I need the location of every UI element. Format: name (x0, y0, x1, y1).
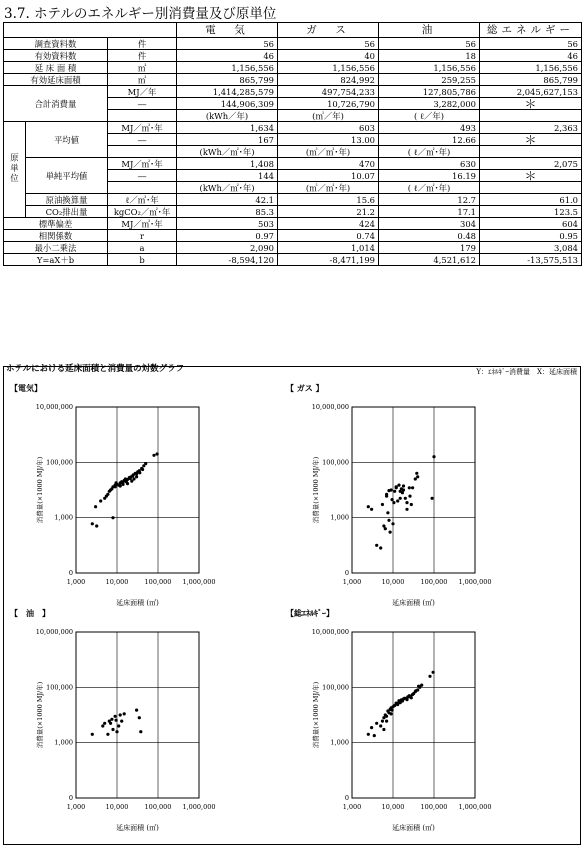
table-row (4, 74, 582, 86)
value-cell: 56 (278, 38, 379, 50)
value-cell: 1,634 (177, 122, 278, 134)
row-label: 有効延床面積 (4, 74, 108, 86)
data-point (405, 508, 408, 511)
data-point (417, 685, 420, 688)
column-header: 電 気 (177, 23, 278, 38)
value-cell: 85.3 (177, 206, 278, 218)
table-row (4, 50, 582, 62)
value-cell: 630 (379, 158, 480, 170)
x-tick-label: 1,000,000 (182, 578, 216, 586)
y-tick-label: 10,000,000 (311, 628, 349, 636)
value-cell: 17.1 (379, 206, 480, 218)
unit-cell: ℓ／㎡･年 (108, 194, 177, 206)
data-point (103, 722, 106, 725)
value-cell: 0.97 (177, 230, 278, 242)
y-tick-label: 1,000 (54, 513, 73, 522)
y-axis-label: 消費量(×1000 MJ/年) (36, 456, 44, 524)
data-point (141, 468, 144, 471)
value-cell: 12.7 (379, 194, 480, 206)
value-cell: 470 (278, 158, 379, 170)
plot-area (76, 632, 199, 798)
data-point (382, 524, 385, 527)
data-point (382, 716, 385, 719)
scatter-chart (284, 618, 549, 838)
unit-cell (108, 110, 177, 122)
value-cell: 1,408 (177, 158, 278, 170)
data-point (367, 505, 370, 508)
scatter-chart (8, 393, 273, 613)
value-cell: 15.6 (278, 194, 379, 206)
value-cell: 10,726,790 (278, 98, 379, 110)
data-point (119, 484, 122, 487)
data-point (391, 522, 394, 525)
data-point (387, 489, 390, 492)
data-point (144, 462, 147, 465)
value-cell: 259,255 (379, 74, 480, 86)
x-axis-label: 延床面積 (㎡) (116, 824, 159, 832)
value-cell: 2,090 (177, 242, 278, 254)
data-point (390, 712, 393, 715)
y-tick-label: 0 (344, 794, 349, 802)
data-point (91, 733, 94, 736)
data-point (138, 471, 141, 474)
data-point (408, 495, 411, 498)
data-point (386, 511, 389, 514)
unit-cell: ― (108, 98, 177, 110)
data-point (415, 472, 418, 475)
group-label (4, 122, 26, 218)
chart-title: 【 ガス 】 (286, 383, 324, 393)
value-cell: -8,594,120 (177, 254, 278, 266)
data-point (379, 546, 382, 549)
value-cell (480, 146, 582, 158)
data-point (397, 699, 400, 702)
value-cell: 2,075 (480, 158, 582, 170)
y-tick-label: 0 (68, 794, 73, 802)
row-label: 平均値 (26, 122, 108, 158)
data-point (99, 499, 102, 502)
value-cell: 1,014 (278, 242, 379, 254)
data-point (370, 726, 373, 729)
data-point (120, 720, 123, 723)
scatter-chart (284, 393, 549, 613)
table-row (4, 206, 582, 218)
data-point (106, 493, 109, 496)
data-point (115, 730, 118, 733)
plot-area (76, 407, 199, 573)
chart-title: 【総ｴﾈﾙｷﾞｰ】 (286, 608, 334, 618)
data-point (130, 480, 133, 483)
value-cell: 1,156,556 (177, 62, 278, 74)
value-cell: 1,156,556 (379, 62, 480, 74)
unit-cell (108, 146, 177, 158)
value-cell: 3,084 (480, 242, 582, 254)
data-point (402, 484, 405, 487)
value-cell: 1,414,285,579 (177, 86, 278, 98)
row-label: 単純平均値 (26, 158, 108, 194)
data-point (152, 454, 155, 457)
y-tick-label: 1,000 (54, 738, 73, 747)
value-cell: 167 (177, 134, 278, 146)
data-point (391, 498, 394, 501)
table-row (4, 254, 582, 266)
y-tick-label: 100,000 (46, 458, 73, 467)
data-point (396, 499, 399, 502)
value-cell: 18 (379, 50, 480, 62)
data-point (381, 503, 384, 506)
table-row (4, 242, 582, 254)
value-cell: (kWh／㎡･年) (177, 146, 278, 158)
row-label: 原油換算量 (26, 194, 108, 206)
value-cell: (㎥／年) (278, 110, 379, 122)
header-blank (4, 23, 177, 38)
y-tick-label: 100,000 (322, 458, 349, 467)
x-tick-label: 10,000 (381, 578, 405, 586)
value-cell: 4,521,612 (379, 254, 480, 266)
row-label: 標準偏差 (4, 218, 108, 230)
table-row (4, 158, 582, 170)
data-point (392, 501, 395, 504)
value-cell: 0.74 (278, 230, 379, 242)
table-row (4, 230, 582, 242)
plot-area (352, 407, 475, 573)
x-axis-label: 延床面積 (㎡) (392, 824, 435, 832)
data-point (409, 695, 412, 698)
value-cell: 46 (480, 50, 582, 62)
unit-cell: ㎡ (108, 74, 177, 86)
y-tick-label: 100,000 (322, 683, 349, 692)
value-cell: 56 (177, 38, 278, 50)
energy-table (3, 22, 582, 266)
unit-cell: MJ／年 (108, 86, 177, 98)
x-tick-label: 1,000 (342, 578, 362, 586)
unit-cell (108, 182, 177, 194)
data-point (408, 486, 411, 489)
y-tick-label: 10,000,000 (35, 628, 73, 636)
data-point (111, 728, 114, 731)
data-point (416, 475, 419, 478)
row-label: CO₂排出量 (26, 206, 108, 218)
data-point (428, 675, 431, 678)
y-tick-label: 1,000 (330, 513, 349, 522)
data-point (399, 497, 402, 500)
row-label: 延 床 面 積 (4, 62, 108, 74)
data-point (420, 684, 423, 687)
row-label: 最小二乗法 (4, 242, 108, 254)
value-cell: 424 (278, 218, 379, 230)
y-tick-label: 0 (68, 569, 73, 577)
data-point (119, 713, 122, 716)
data-point (403, 697, 406, 700)
y-axis-label: 消費量(×1000 MJ/年) (312, 456, 320, 524)
x-tick-label: 1,000 (66, 578, 86, 586)
value-cell: ＊ (480, 134, 582, 146)
data-point (406, 695, 409, 698)
row-label: 調査資料数 (4, 38, 108, 50)
value-cell: ＊ (480, 98, 582, 110)
table-note: Y：ｴﾈﾙｷﾞｰ消費量 X：延床面積 (476, 368, 577, 376)
unit-cell: MJ／㎡･年 (108, 122, 177, 134)
value-cell: 304 (379, 218, 480, 230)
row-label: 合計消費量 (4, 86, 108, 122)
data-point (135, 709, 138, 712)
data-point (393, 490, 396, 493)
value-cell: -8,471,199 (278, 254, 379, 266)
data-point (114, 485, 117, 488)
unit-cell: ㎡ (108, 62, 177, 74)
data-point (375, 722, 378, 725)
x-tick-label: 1,000,000 (458, 578, 492, 586)
y-tick-label: 10,000,000 (311, 403, 349, 411)
x-tick-label: 1,000 (66, 803, 86, 811)
plot-area (352, 632, 475, 798)
data-point (384, 527, 387, 530)
unit-cell: r (108, 230, 177, 242)
data-point (395, 702, 398, 705)
data-point (121, 483, 124, 486)
data-point (431, 497, 434, 500)
unit-cell: kgCO₂／㎡･年 (108, 206, 177, 218)
table-row (4, 38, 582, 50)
data-point (385, 493, 388, 496)
value-cell: (kWh／年) (177, 110, 278, 122)
value-cell: 2,363 (480, 122, 582, 134)
value-cell: 123.5 (480, 206, 582, 218)
data-point (114, 715, 117, 718)
value-cell: 13.00 (278, 134, 379, 146)
value-cell: 824,992 (278, 74, 379, 86)
value-cell: (㎥／㎡･年) (278, 146, 379, 158)
y-tick-label: 10,000,000 (35, 403, 73, 411)
data-point (410, 503, 413, 506)
value-cell: -13,575,513 (480, 254, 582, 266)
y-axis-label: 消費量(×1000 MJ/年) (36, 681, 44, 749)
graph-section-title: ホテルにおける延床面積と消費量の対数グラフ (6, 364, 185, 374)
value-cell: (㎥／㎡･年) (278, 182, 379, 194)
table-header-row (4, 23, 582, 38)
data-point (404, 497, 407, 500)
row-label: 相関係数 (4, 230, 108, 242)
y-tick-label: 1,000 (330, 738, 349, 747)
value-cell: 865,799 (177, 74, 278, 86)
data-point (367, 733, 370, 736)
value-cell: 12.66 (379, 134, 480, 146)
data-point (101, 724, 104, 727)
data-point (405, 501, 408, 504)
x-tick-label: 1,000,000 (458, 803, 492, 811)
y-tick-label: 0 (344, 569, 349, 577)
value-cell: 127,805,786 (379, 86, 480, 98)
value-cell: 3,282,000 (379, 98, 480, 110)
data-point (402, 488, 405, 491)
data-point (381, 720, 384, 723)
value-cell: 503 (177, 218, 278, 230)
table-row (4, 218, 582, 230)
unit-cell: MJ／㎡･年 (108, 218, 177, 230)
value-cell: 493 (379, 122, 480, 134)
value-cell: 497,754,233 (278, 86, 379, 98)
chart-title: 【 油 】 (10, 608, 50, 618)
data-point (111, 516, 114, 519)
value-cell: 144,906,309 (177, 98, 278, 110)
unit-cell: 件 (108, 38, 177, 50)
data-point (94, 505, 97, 508)
value-cell: ( ℓ／㎡･年) (379, 146, 480, 158)
row-label: 有効資料数 (4, 50, 108, 62)
data-point (138, 716, 141, 719)
data-point (414, 477, 417, 480)
x-tick-label: 10,000 (381, 803, 405, 811)
value-cell: 2,045,627,153 (480, 86, 582, 98)
x-tick-label: 1,000 (342, 803, 362, 811)
data-point (399, 490, 402, 493)
data-point (91, 522, 94, 525)
x-tick-label: 100,000 (420, 578, 448, 586)
column-header: 油 (379, 23, 480, 38)
data-point (110, 487, 113, 490)
data-point (432, 671, 435, 674)
group-label-text: 原単位 (9, 152, 20, 185)
row-label: Y=aX＋b (4, 254, 108, 266)
value-cell: 865,799 (480, 74, 582, 86)
unit-cell: a (108, 242, 177, 254)
page-title: 3.7. ホテルのエネルギー別消費量及び原単位 (4, 6, 277, 22)
value-cell: 0.95 (480, 230, 582, 242)
value-cell: 21.2 (278, 206, 379, 218)
data-point (389, 708, 392, 711)
value-cell (480, 182, 582, 194)
data-point (126, 482, 129, 485)
x-tick-label: 100,000 (420, 803, 448, 811)
data-point (106, 733, 109, 736)
data-point (156, 452, 159, 455)
data-point (411, 486, 414, 489)
x-tick-label: 100,000 (144, 803, 172, 811)
value-cell: 144 (177, 170, 278, 182)
value-cell: 1,156,556 (480, 62, 582, 74)
x-tick-label: 100,000 (144, 578, 172, 586)
value-cell (480, 110, 582, 122)
y-axis-label: 消費量(×1000 MJ/年) (312, 681, 320, 749)
data-point (123, 712, 126, 715)
x-axis-label: 延床面積 (㎡) (392, 599, 435, 607)
unit-cell: ― (108, 170, 177, 182)
x-tick-label: 10,000 (105, 803, 129, 811)
unit-cell: MJ／㎡･年 (108, 158, 177, 170)
data-point (135, 475, 138, 478)
y-tick-label: 100,000 (46, 683, 73, 692)
data-point (110, 718, 113, 721)
column-header: ガ ス (278, 23, 379, 38)
value-cell: 40 (278, 50, 379, 62)
data-point (414, 689, 417, 692)
chart-title: 【電気】 (10, 383, 42, 393)
value-cell: 61.0 (480, 194, 582, 206)
value-cell: 46 (177, 50, 278, 62)
data-point (397, 484, 400, 487)
unit-cell: 件 (108, 50, 177, 62)
data-point (385, 720, 388, 723)
x-tick-label: 10,000 (105, 578, 129, 586)
value-cell: (kWh／㎡･年) (177, 182, 278, 194)
data-point (115, 719, 118, 722)
value-cell: ( ℓ／㎡･年) (379, 182, 480, 194)
value-cell: ＊ (480, 170, 582, 182)
data-point (373, 734, 376, 737)
scatter-chart (8, 618, 273, 838)
table-row (4, 86, 582, 98)
table-row (4, 194, 582, 206)
value-cell: 16.19 (379, 170, 480, 182)
data-point (385, 715, 388, 718)
value-cell: 56 (379, 38, 480, 50)
data-point (387, 519, 390, 522)
unit-cell: b (108, 254, 177, 266)
data-point (382, 728, 385, 731)
data-point (95, 524, 98, 527)
value-cell: 1,156,556 (278, 62, 379, 74)
data-point (109, 722, 112, 725)
table-row (4, 62, 582, 74)
value-cell: 603 (278, 122, 379, 134)
table-row (4, 122, 582, 134)
value-cell: 0.48 (379, 230, 480, 242)
value-cell: 10.07 (278, 170, 379, 182)
value-cell: 42.1 (177, 194, 278, 206)
data-point (117, 724, 120, 727)
data-point (389, 531, 392, 534)
value-cell: 604 (480, 218, 582, 230)
unit-cell: ― (108, 134, 177, 146)
x-axis-label: 延床面積 (㎡) (116, 599, 159, 607)
data-point (395, 485, 398, 488)
value-cell: ( ℓ／年) (379, 110, 480, 122)
column-header: 総エネルギー (480, 23, 582, 38)
x-tick-label: 1,000,000 (182, 803, 216, 811)
value-cell: 56 (480, 38, 582, 50)
data-point (370, 508, 373, 511)
data-point (379, 724, 382, 727)
data-point (375, 544, 378, 547)
value-cell: 179 (379, 242, 480, 254)
data-point (432, 455, 435, 458)
data-point (139, 730, 142, 733)
